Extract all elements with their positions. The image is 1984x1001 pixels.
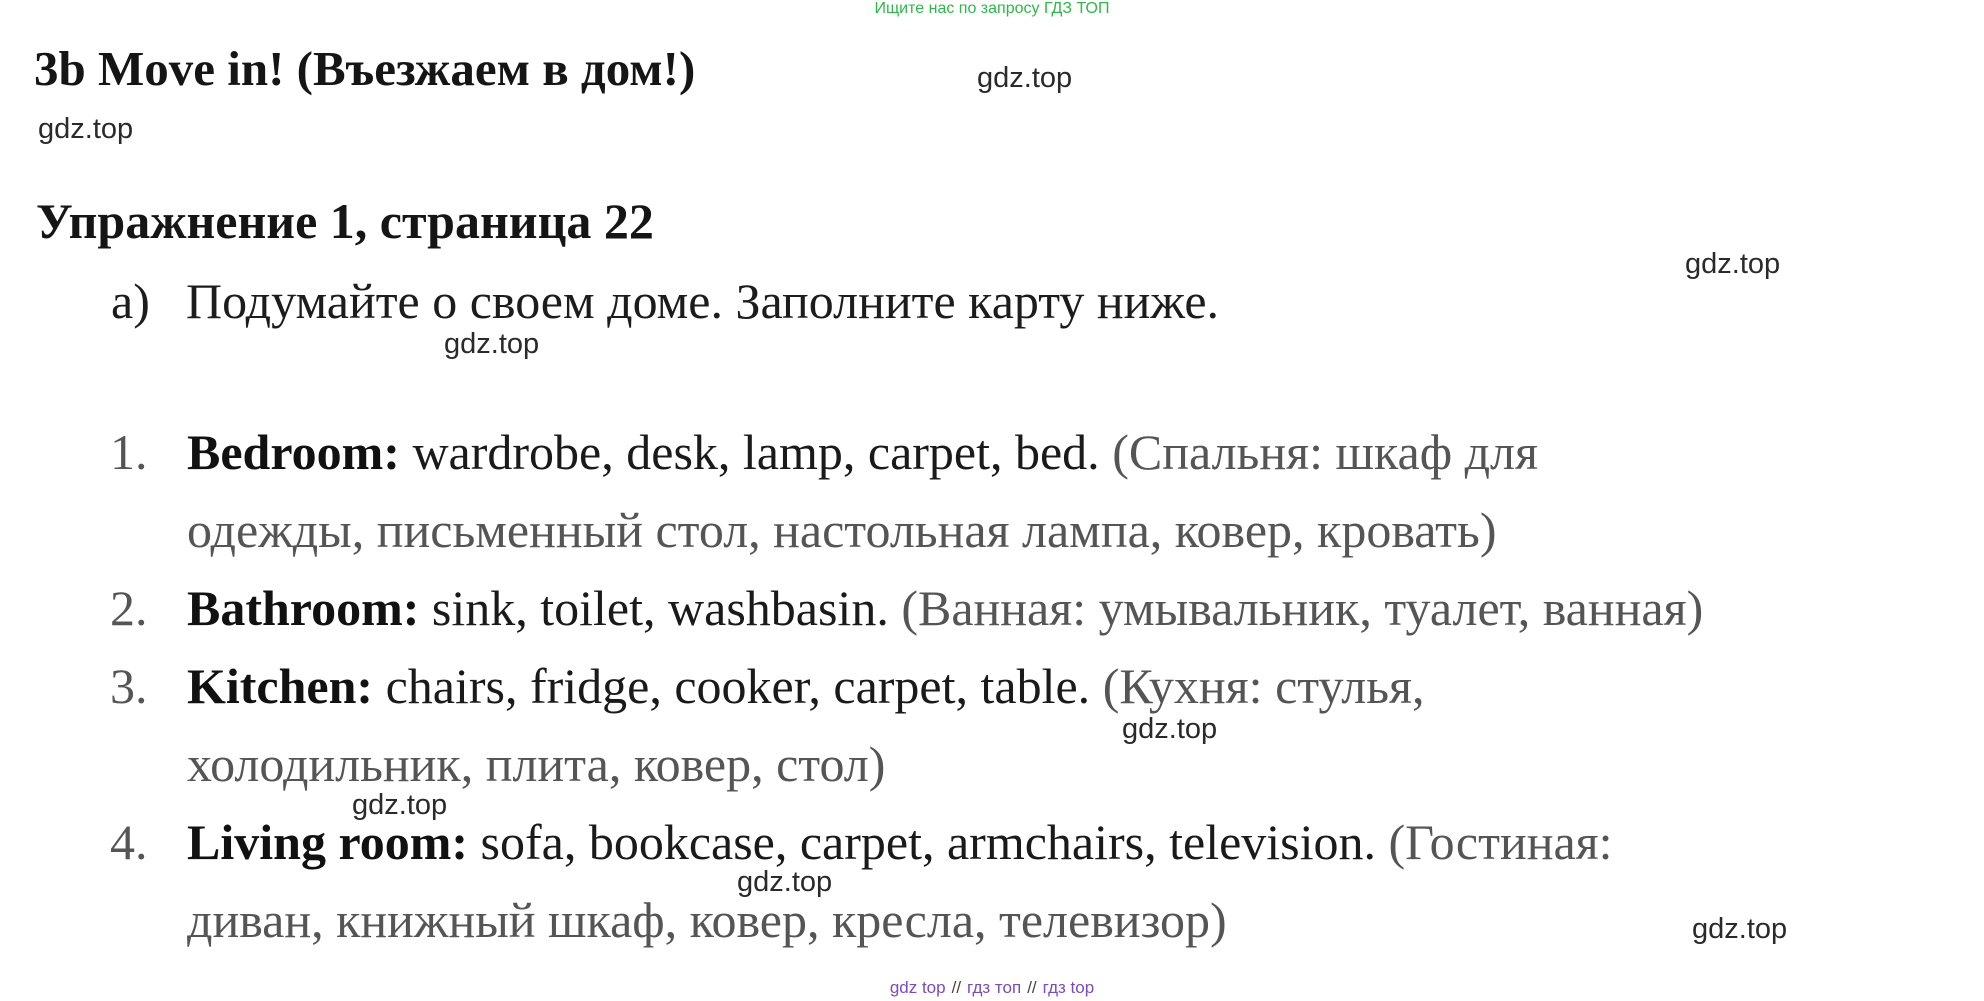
room-items-english: wardrobe, desk, lamp, carpet, bed.	[399, 424, 1100, 480]
watermark: gdz.top	[444, 328, 540, 360]
item-number: 1.	[110, 424, 148, 480]
top-banner[interactable]: Ищите нас по запросу ГДЗ ТОП	[874, 0, 1110, 17]
room-items-russian-cont: диван, книжный шкаф, ковер, кресла, телевизор)	[187, 892, 1227, 948]
task-text: Подумайте о своем доме. Заполните карту ниже.	[186, 273, 1220, 329]
task-instruction	[111, 272, 1219, 330]
page-title: 3b Move in! (Въезжаем в дом!)	[34, 41, 696, 96]
watermark: gdz.top	[737, 866, 833, 898]
task-letter: a)	[111, 273, 150, 329]
footer-link[interactable]: гдз top	[1042, 978, 1095, 997]
room-items-russian: (Кухня: стулья,	[1090, 658, 1425, 714]
room-label: Living room:	[187, 814, 469, 870]
room-items-english: sink, toilet, washbasin.	[419, 580, 889, 636]
footer-link[interactable]: гдз топ	[967, 978, 1022, 997]
room-items-russian-cont: одежды, письменный стол, настольная лампа, ковер, кровать)	[187, 502, 1497, 558]
room-label: Bedroom:	[187, 424, 400, 480]
watermark: gdz.top	[1685, 248, 1781, 280]
watermark: gdz.top	[1692, 913, 1788, 945]
footer-links	[0, 978, 1984, 998]
room-label: Bathroom:	[187, 580, 420, 636]
watermark: gdz.top	[1122, 713, 1218, 745]
room-items-english: chairs, fridge, cooker, carpet, table.	[373, 658, 1091, 714]
item-number: 2.	[110, 580, 148, 636]
room-items-russian: (Спальня: шкаф для	[1099, 424, 1538, 480]
exercise-heading: Упражнение 1, страница 22	[36, 193, 654, 249]
watermark: gdz.top	[352, 789, 448, 821]
room-items-russian-cont: холодильник, плита, ковер, стол)	[187, 736, 886, 792]
item-number: 3.	[110, 658, 148, 714]
room-items-russian: (Ванная: умывальник, туалет, ванная)	[888, 580, 1704, 636]
footer-separator: //	[951, 978, 962, 997]
watermark: gdz.top	[977, 62, 1073, 94]
room-items-russian: (Гостиная:	[1376, 814, 1613, 870]
watermark: gdz.top	[38, 113, 134, 145]
footer-link[interactable]: gdz top	[889, 978, 946, 997]
room-label: Kitchen:	[187, 658, 374, 714]
footer-separator: //	[1027, 978, 1037, 997]
item-number: 4.	[110, 814, 148, 870]
room-items-english: sofa, bookcase, carpet, armchairs, television.	[468, 814, 1377, 870]
